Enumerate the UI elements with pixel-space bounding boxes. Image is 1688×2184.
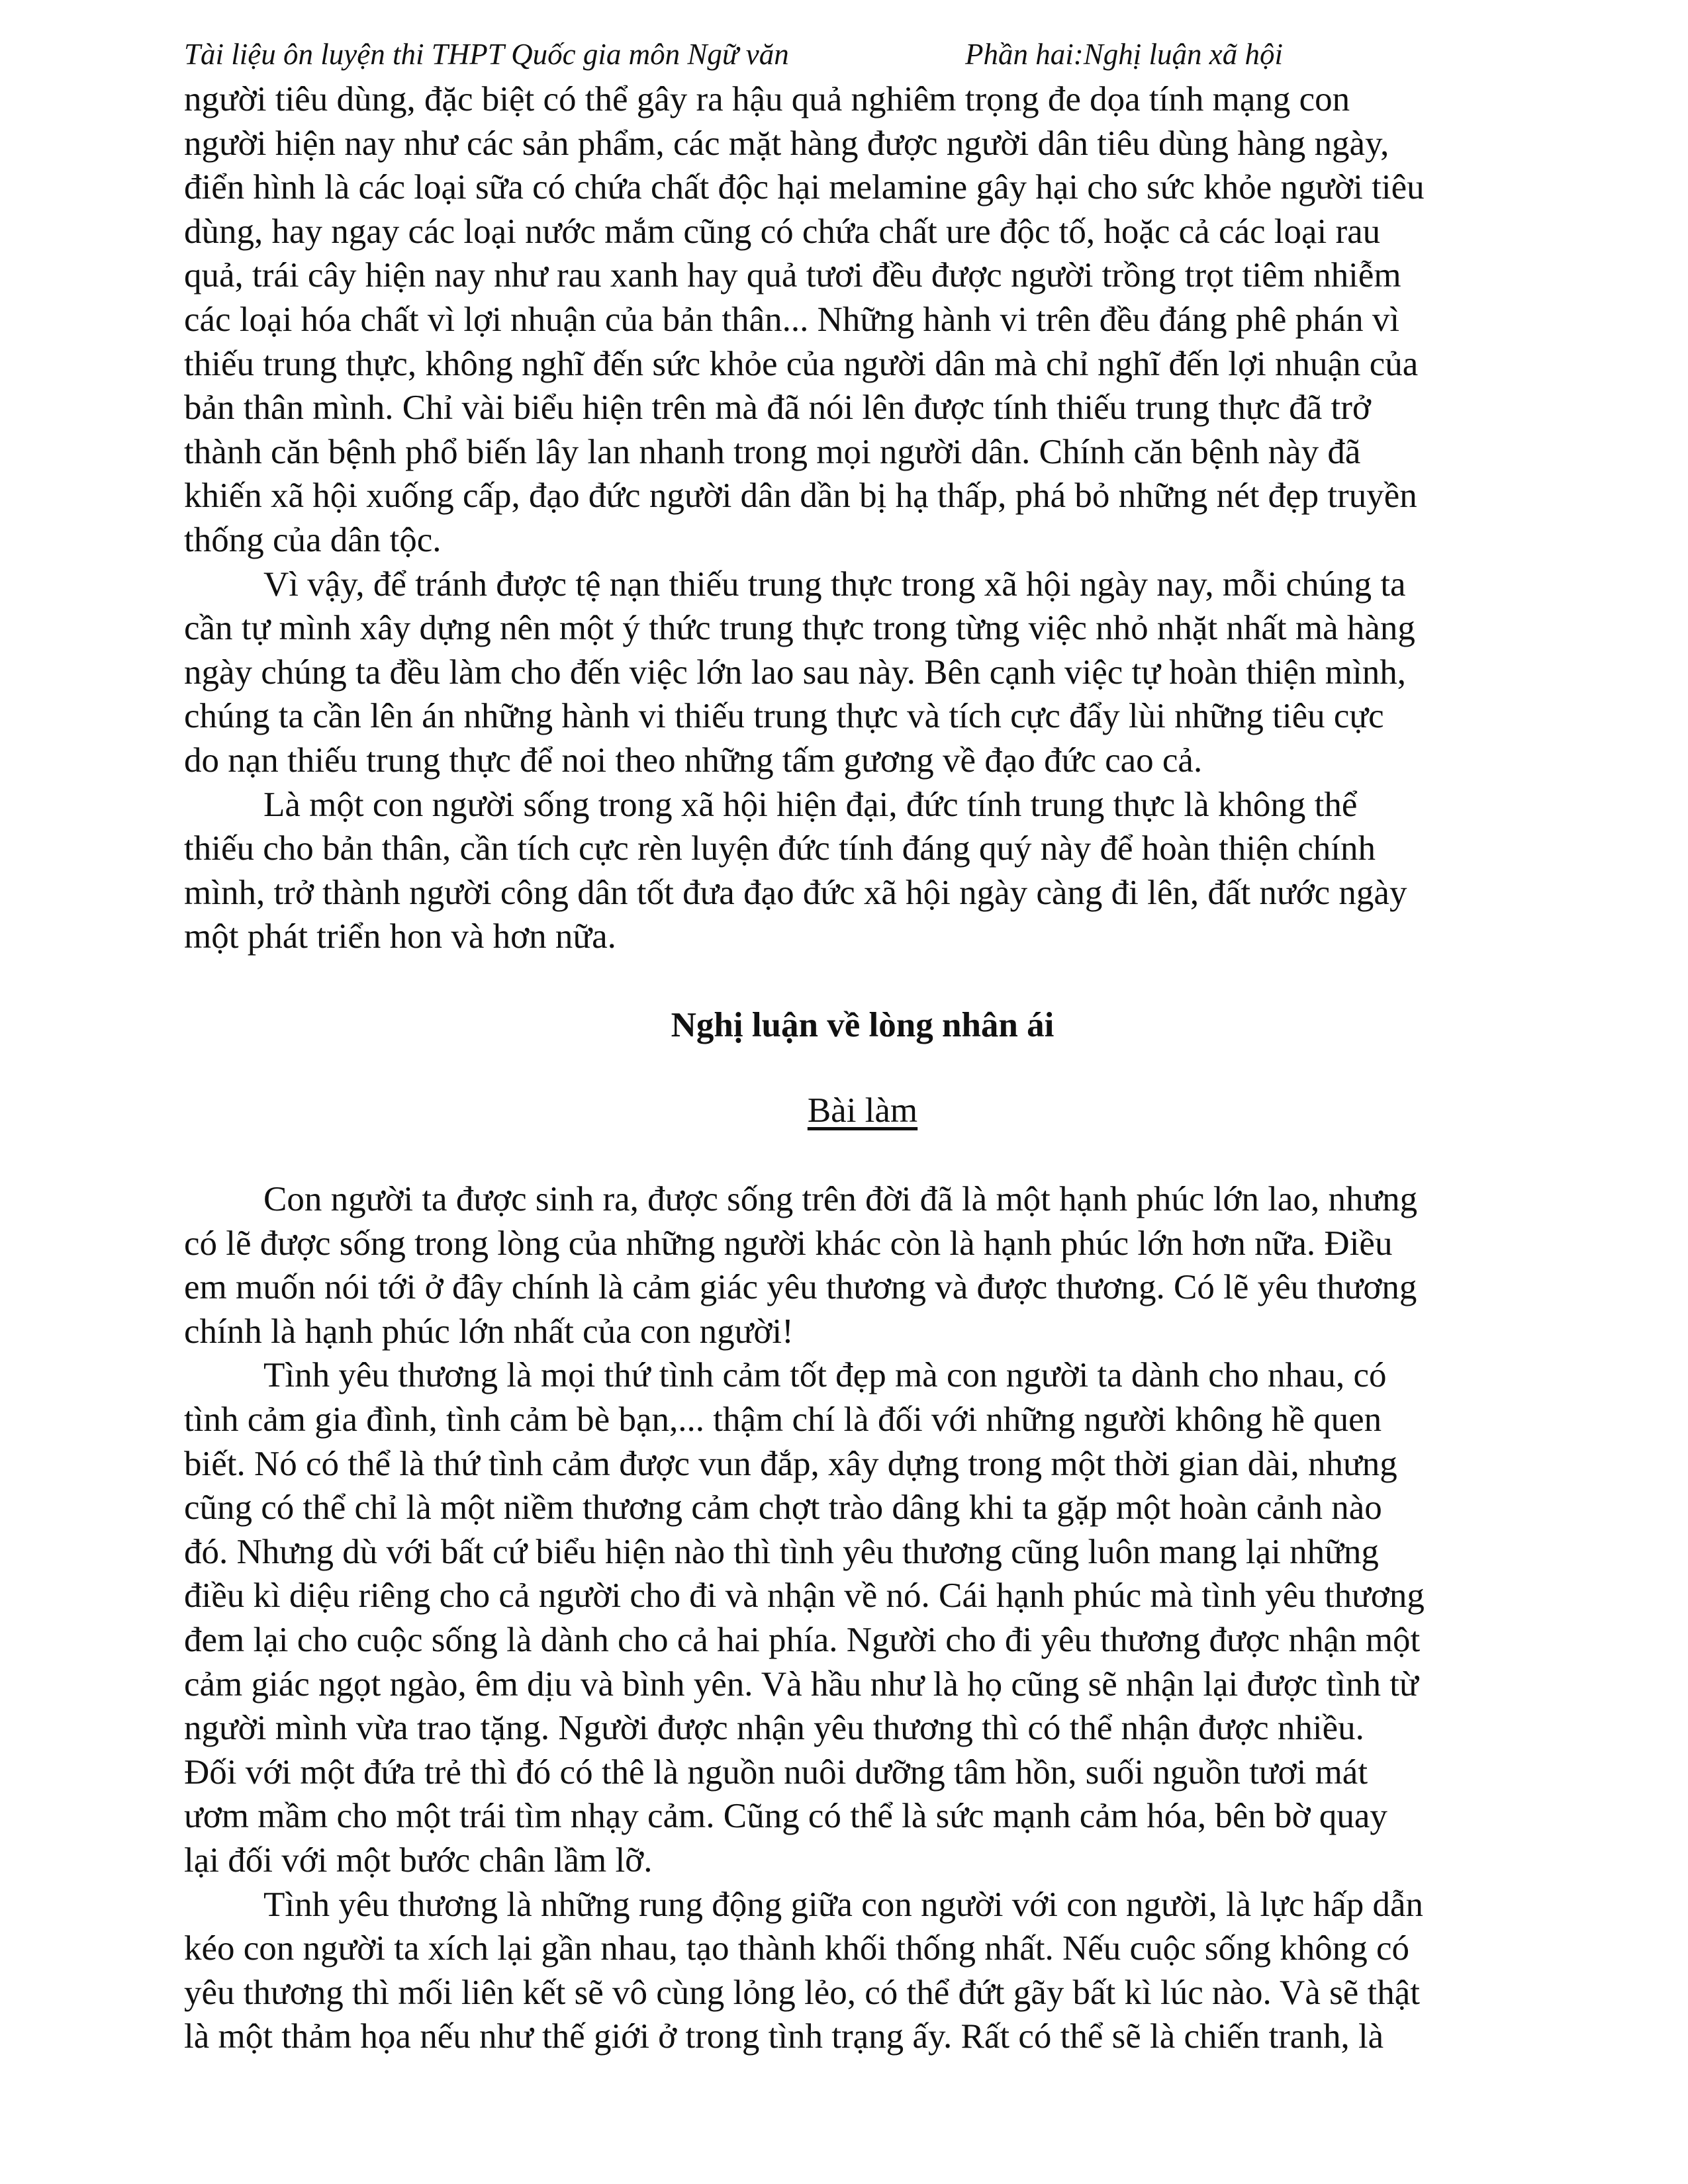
text-line: thành căn bệnh phổ biến lây lan nhanh trong mọi người dân. Chính căn bệnh này đã — [184, 432, 1361, 471]
text-line: Đối với một đứa trẻ thì đó có thê là nguồn nuôi dưỡng tâm hồn, suối nguồn tươi mát — [184, 1752, 1368, 1792]
text-line: cần tự mình xây dựng nên một ý thức trung thực trong từng việc nhỏ nhặt nhất mà hàng — [184, 609, 1415, 648]
paragraph-first-line: Vì vậy, để tránh được tệ nạn thiếu trung thực trong xã hội ngày nay, mỗi chúng ta — [263, 565, 1406, 604]
text-line: thống của dân tộc. — [184, 520, 442, 559]
paragraph-first-line: Con người ta được sinh ra, được sống trên đời đã là một hạnh phúc lớn lao, nhưng — [263, 1180, 1418, 1218]
section-subtitle: Bài làm — [807, 1091, 918, 1130]
text-line: ngày chúng ta đều làm cho đến việc lớn lao sau này. Bên cạnh việc tự hoàn thiện mình, — [184, 653, 1406, 692]
text-line: lại đối với một bước chân lầm lỡ. — [184, 1841, 653, 1880]
text-line: thiếu trung thực, không nghĩ đến sức khỏe của người dân mà chỉ nghĩ đến lợi nhuận của — [184, 344, 1419, 383]
text-line: một phát triển hon và hơn nữa. — [184, 917, 616, 956]
text-line: người hiện nay như các sản phẩm, các mặt hàng được người dân tiêu dùng hàng ngày, — [184, 124, 1389, 163]
essay-body-block — [184, 1177, 1541, 2059]
text-line: kéo con người ta xích lại gần nhau, tạo thành khối thống nhất. Nếu cuộc sống không có — [184, 1929, 1409, 1968]
text-line: chính là hạnh phúc lớn nhất của con người! — [184, 1312, 794, 1351]
text-line: đó. Nhưng dù với bất cứ biểu hiện nào thì tình yêu thương cũng luôn mang lại những — [184, 1532, 1379, 1571]
text-line: chúng ta cần lên án những hành vi thiếu trung thực và tích cực đẩy lùi những tiêu cực — [184, 697, 1384, 736]
text-line: các loại hóa chất vì lợi nhuận của bản thân... Những hành vi trên đều đáng phê phán vì — [184, 300, 1400, 339]
running-header — [184, 34, 1376, 74]
text-line: là một thảm họa nếu như thế giới ở trong tình trạng ấy. Rất có thể sẽ là chiến tranh, là — [184, 2017, 1384, 2056]
text-line: có lẽ được sống trong lòng của những người khác còn là hạnh phúc lớn hơn nữa. Điều — [184, 1224, 1393, 1263]
text-line: đem lại cho cuộc sống là dành cho cả hai phía. Người cho đi yêu thương được nhận một — [184, 1620, 1421, 1659]
text-line: tình cảm gia đình, tình cảm bè bạn,... thậm chí là đối với những người không hề quen — [184, 1400, 1382, 1439]
essay-continuation-block — [184, 77, 1541, 959]
text-line: cảm giác ngọt ngào, êm dịu và bình yên. Và hầu như là họ cũng sẽ nhận lại được tình từ — [184, 1664, 1419, 1704]
text-line: người mình vừa trao tặng. Người được nhận yêu thương thì có thể nhận được nhiều. — [184, 1709, 1364, 1748]
text-line: mình, trở thành người công dân tốt đưa đạo đức xã hội ngày càng đi lên, đất nước ngày — [184, 873, 1407, 912]
text-line: cũng có thể chỉ là một niềm thương cảm chợt trào dâng khi ta gặp một hoàn cảnh nào — [184, 1488, 1382, 1527]
text-line: khiến xã hội xuống cấp, đạo đức người dân dần bị hạ thấp, phá bỏ những nét đẹp truyền — [184, 477, 1417, 516]
text-line: do nạn thiếu trung thực để noi theo những tấm gương về đạo đức cao cả. — [184, 741, 1203, 780]
header-left-text: Tài liệu ôn luyện thi THPT Quốc gia môn Ngữ văn — [184, 38, 789, 71]
text-line: điển hình là các loại sữa có chứa chất độc hại melamine gây hại cho sức khỏe người tiêu — [184, 168, 1425, 207]
paragraph-first-line: Tình yêu thương là những rung động giữa con người với con người, là lực hấp dẫn — [263, 1885, 1423, 1924]
text-line: em muốn nói tới ở đây chính là cảm giác yêu thương và được thương. Có lẽ yêu thương — [184, 1268, 1417, 1307]
text-line: biết. Nó có thể là thứ tình cảm được vun đắp, xây dựng trong một thời gian dài, nhưng — [184, 1444, 1397, 1483]
text-line: dùng, hay ngay các loại nước mắm cũng có chứa chất ure độc tố, hoặc cả các loại rau — [184, 212, 1381, 251]
header-right-text: Phần hai:Nghị luận xã hội — [965, 38, 1283, 71]
paragraph-first-line: Tình yêu thương là mọi thứ tình cảm tốt đẹp mà con người ta dành cho nhau, có — [263, 1356, 1387, 1395]
text-line: thiếu cho bản thân, cần tích cực rèn luyện đức tính đáng quý này để hoàn thiện chính — [184, 829, 1376, 868]
paragraph-first-line: Là một con người sống trong xã hội hiện đại, đức tính trung thực là không thể — [263, 785, 1358, 824]
text-line: bản thân mình. Chỉ vài biểu hiện trên mà đã nói lên được tính thiếu trung thực đã trở — [184, 388, 1371, 428]
text-line: người tiêu dùng, đặc biệt có thể gây ra hậu quả nghiêm trọng đe dọa tính mạng con — [184, 80, 1350, 118]
text-line: ươm mầm cho một trái tìm nhạy cảm. Cũng có thể là sức mạnh cảm hóa, bên bờ quay — [184, 1797, 1387, 1836]
text-line: điều kì diệu riêng cho cả người cho đi và nhận về nó. Cái hạnh phúc mà tình yêu thương — [184, 1576, 1425, 1615]
section-title: Nghị luận về lòng nhân ái — [671, 1006, 1055, 1044]
text-line: quả, trái cây hiện nay như rau xanh hay quả tươi đều được người trồng trọt tiêm nhiễm — [184, 256, 1401, 295]
text-line: yêu thương thì mối liên kết sẽ vô cùng lỏng lẻo, có thể đứt gãy bất kì lúc nào. Và sẽ thật — [184, 1973, 1420, 2012]
